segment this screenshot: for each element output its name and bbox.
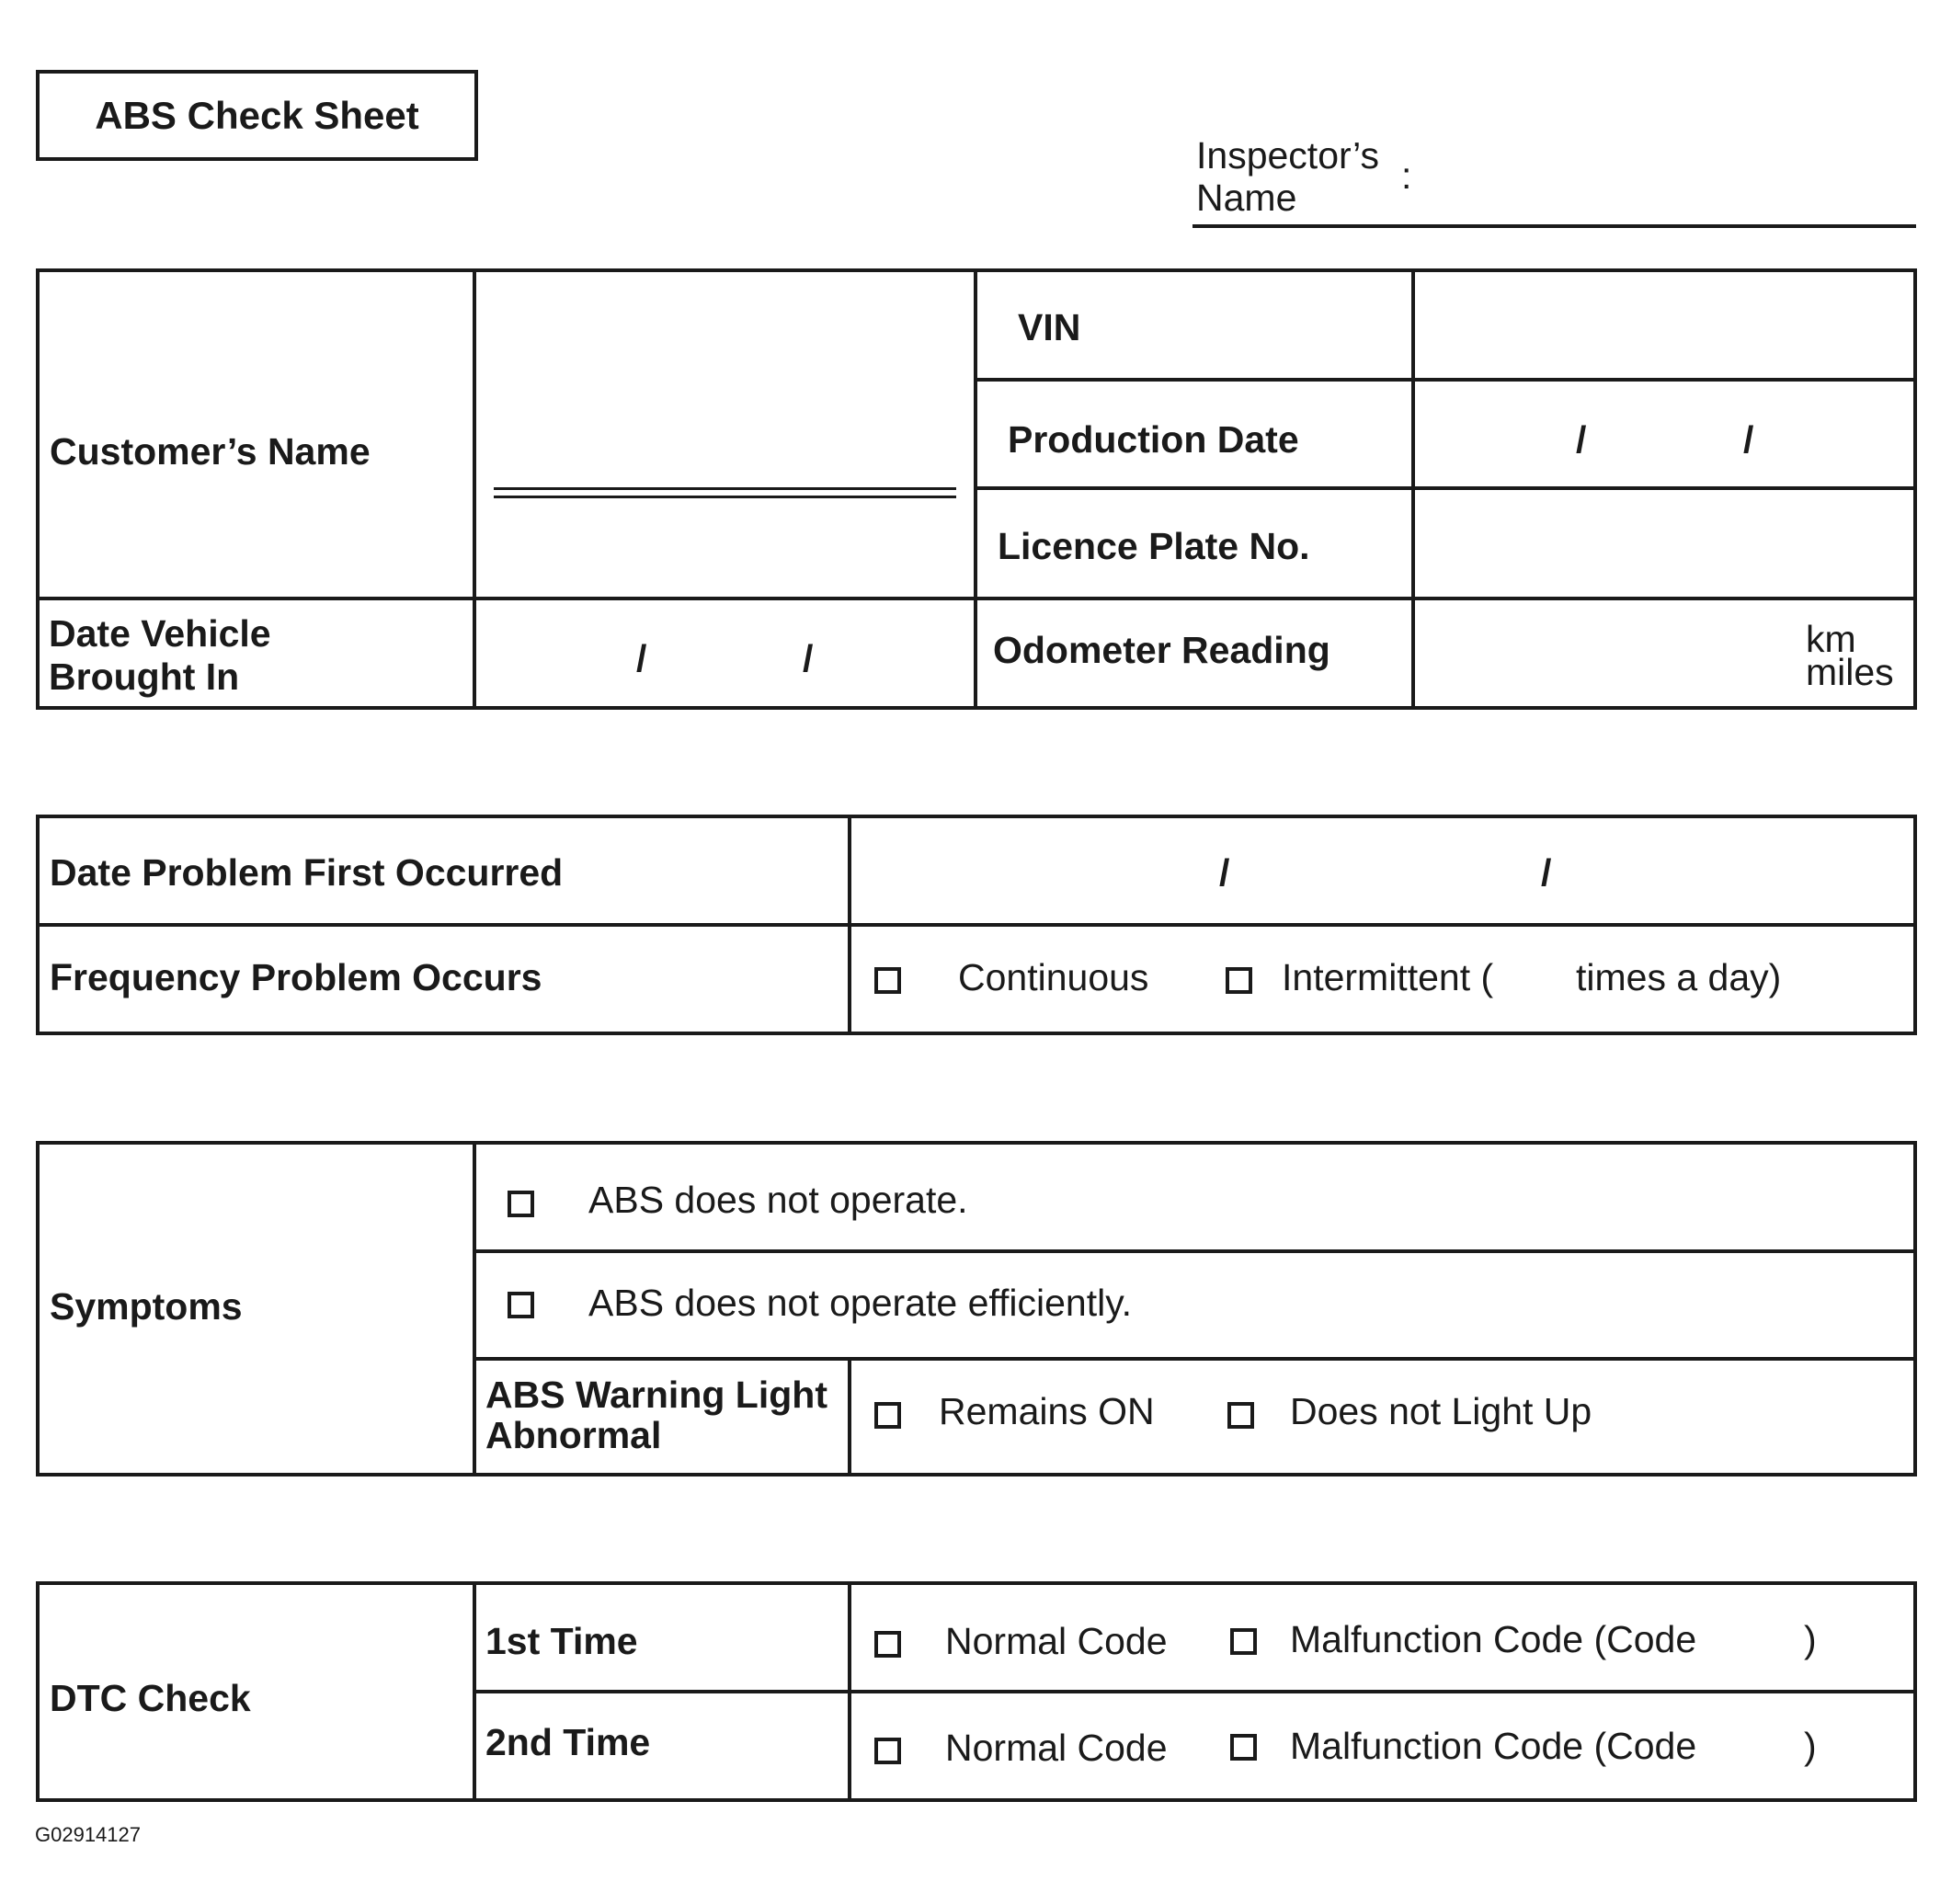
inspector-colon: : xyxy=(1401,154,1412,197)
second-normal-code-checkbox[interactable] xyxy=(874,1738,901,1764)
second-malfunction-close-paren: ) xyxy=(1804,1725,1817,1767)
second-normal-code-label: Normal Code xyxy=(945,1727,1168,1769)
symptom-not-efficient-checkbox[interactable] xyxy=(508,1292,534,1318)
symptom-not-efficient-label: ABS does not operate efficiently. xyxy=(588,1282,1133,1324)
divider xyxy=(974,378,1917,382)
symptom-not-operate-checkbox[interactable] xyxy=(508,1191,534,1217)
production-date-label: Production Date xyxy=(1008,418,1299,461)
inspector-label-line2: Name xyxy=(1196,177,1297,219)
date-brought-in-separator: / xyxy=(803,637,814,679)
production-date-separator: / xyxy=(1576,418,1587,461)
does-not-light-label: Does not Light Up xyxy=(1290,1390,1592,1432)
date-brought-in-label-line2: Brought In xyxy=(49,656,240,698)
odometer-unit-miles: miles xyxy=(1806,651,1894,693)
first-normal-code-checkbox[interactable] xyxy=(874,1631,901,1658)
odometer-label: Odometer Reading xyxy=(993,629,1330,671)
date-first-separator: / xyxy=(1219,851,1230,894)
divider xyxy=(473,1690,1917,1693)
licence-plate-field[interactable] xyxy=(1415,490,1913,597)
symptom-not-operate-label: ABS does not operate. xyxy=(588,1179,968,1221)
first-time-label: 1st Time xyxy=(485,1620,638,1662)
first-normal-code-label: Normal Code xyxy=(945,1620,1168,1662)
date-brought-in-separator: / xyxy=(636,637,647,679)
date-first-separator: / xyxy=(1541,851,1552,894)
inspector-label-line1: Inspector’s xyxy=(1196,134,1380,177)
odometer-unit-km: km xyxy=(1806,618,1856,660)
symptoms-label: Symptoms xyxy=(50,1285,243,1328)
second-time-label: 2nd Time xyxy=(485,1721,651,1763)
date-brought-in-label-line1: Date Vehicle xyxy=(49,612,271,655)
divider xyxy=(848,1360,851,1476)
warning-light-label-line1: ABS Warning Light xyxy=(485,1374,827,1416)
frequency-label: Frequency Problem Occurs xyxy=(50,956,542,998)
intermittent-label: Intermittent ( xyxy=(1282,956,1494,998)
figure-id: G02914127 xyxy=(35,1823,141,1846)
licence-plate-label: Licence Plate No. xyxy=(998,525,1310,567)
sheet-title: ABS Check Sheet xyxy=(95,93,419,137)
second-malfunction-code-checkbox[interactable] xyxy=(1230,1734,1257,1761)
vin-label: VIN xyxy=(1018,306,1081,348)
continuous-checkbox[interactable] xyxy=(874,967,901,994)
sheet-title-box xyxy=(36,70,478,161)
continuous-label: Continuous xyxy=(958,956,1149,998)
warning-light-label-line2: Abnormal xyxy=(485,1414,662,1456)
customer-name-label: Customer’s Name xyxy=(50,430,371,473)
inspector-name-field[interactable] xyxy=(1193,224,1916,228)
first-malfunction-code-checkbox[interactable] xyxy=(1230,1628,1257,1655)
intermittent-checkbox[interactable] xyxy=(1226,967,1252,994)
divider xyxy=(36,923,1917,927)
divider xyxy=(473,1249,1917,1253)
divider xyxy=(473,268,476,710)
customer-name-underline-bottom[interactable] xyxy=(494,496,956,498)
divider xyxy=(473,1141,476,1476)
vin-field[interactable] xyxy=(1415,272,1913,378)
divider xyxy=(473,1357,1917,1361)
second-malfunction-code-label: Malfunction Code (Code xyxy=(1290,1725,1697,1767)
production-date-separator: / xyxy=(1743,418,1754,461)
dtc-check-label: DTC Check xyxy=(50,1677,251,1719)
remains-on-label: Remains ON xyxy=(939,1390,1155,1432)
remains-on-checkbox[interactable] xyxy=(874,1402,901,1429)
first-malfunction-code-label: Malfunction Code (Code xyxy=(1290,1618,1697,1660)
customer-name-underline-top[interactable] xyxy=(494,487,956,490)
first-malfunction-close-paren: ) xyxy=(1804,1618,1817,1660)
date-first-occurred-label: Date Problem First Occurred xyxy=(50,851,564,894)
divider xyxy=(36,597,1917,600)
times-a-day-label: times a day) xyxy=(1576,956,1782,998)
does-not-light-checkbox[interactable] xyxy=(1227,1402,1254,1429)
